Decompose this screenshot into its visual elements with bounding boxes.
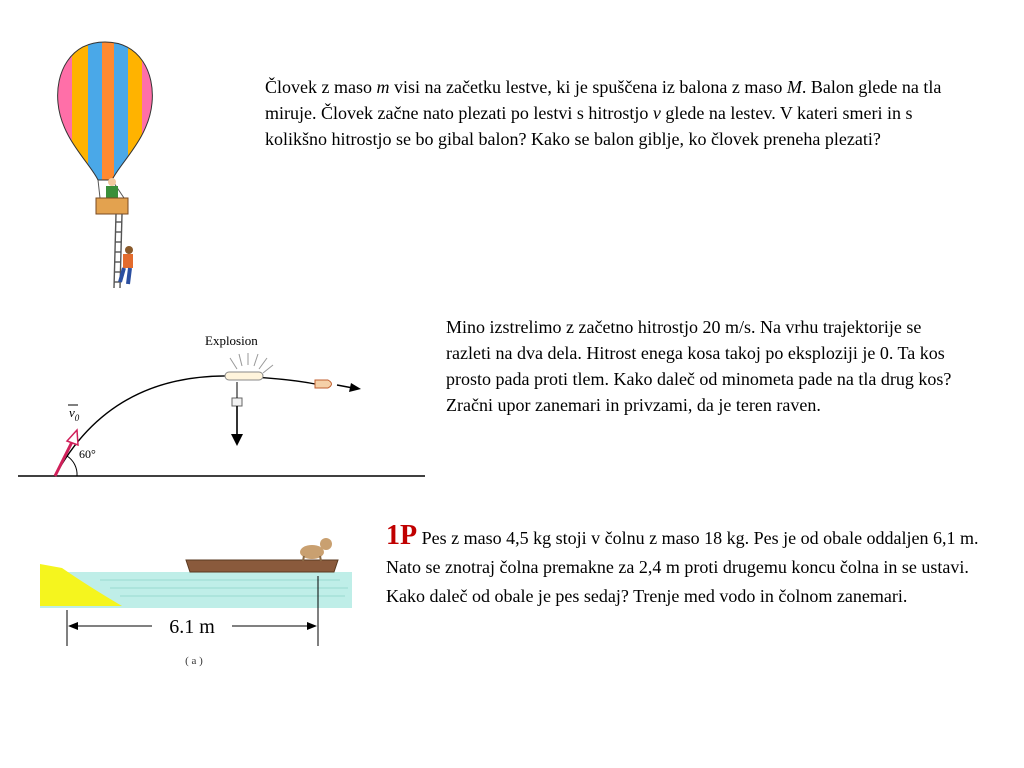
hot-air-balloon-figure: [50, 38, 160, 290]
problem-3-text: [386, 521, 986, 611]
text-segment: glede na lestev. V kateri smeri in s kolikšno hitrostjo se bo gibal balon? Kako se balon giblje, ko človek preneha plezati?: [265, 103, 913, 149]
velocity-v-symbol: v: [652, 103, 661, 123]
climber-head: [125, 246, 133, 254]
angle-label: 60°: [79, 447, 96, 461]
problem-number: 1P: [386, 520, 418, 551]
dimension-arrow-right: [307, 622, 317, 630]
fragment-arrowhead: [349, 383, 361, 392]
text-segment: . Balon glede na tla miruje. Človek začne nato plezati po lestvi s hitrostjo: [265, 77, 942, 123]
velocity-subscript: 0: [74, 413, 80, 423]
projectile-explosion-figure: [15, 328, 435, 480]
text-segment: Človek z maso: [265, 77, 377, 97]
passenger-head: [108, 178, 116, 186]
velocity-letter: v: [69, 405, 75, 420]
balloon-envelope: [50, 38, 160, 188]
dog-head-icon: [320, 538, 332, 550]
figure-caption-fragment: ( a ): [185, 655, 203, 667]
velocity-label: [69, 405, 80, 423]
basket: [96, 198, 128, 214]
passenger-body: [106, 186, 118, 198]
problem-3-body: Pes z maso 4,5 kg stoji v čolnu z maso 18 kg. Pes je od obale oddaljen 6,1 m. Nato se znotraj čolna premakne za 2,4 m proti drugemu koncu čolna in se ustavi. Kako daleč od obale je pes sedaj? Trenje med vodo in čolnom zanemari.: [386, 528, 979, 606]
problem-1-text: [265, 74, 945, 152]
angle-arc: [67, 456, 77, 476]
fall-arrowhead: [231, 434, 243, 446]
dimension-arrow-left: [68, 622, 78, 630]
climber-body: [123, 254, 133, 268]
moving-fragment: [315, 380, 332, 388]
dog-boat-figure: [40, 528, 360, 668]
climber-legs: [120, 268, 130, 284]
mass-M-symbol: M: [786, 77, 802, 97]
mass-m-symbol: m: [376, 77, 390, 97]
text-segment: visi na začetku lestve, ki je spuščena iz balona z maso: [389, 77, 787, 97]
distance-label: 6.1 m: [169, 616, 215, 638]
falling-fragment: [232, 398, 242, 406]
explosion-burst-icon: [230, 353, 273, 373]
boat: [186, 560, 338, 572]
shell-at-apex: [225, 372, 263, 380]
problem-2-text: Mino izstrelimo z začetno hitrostjo 20 m/s. Na vrhu trajektorije se razleti na dva dela. Hitrost enega kosa takoj po eksploziji je 0. Ta kos prosto pada proti tlem. Kako daleč od minometa pade na tla drug kos? Zračni upor zanemari in privzami, da je teren raven.: [446, 317, 952, 415]
explosion-label: Explosion: [205, 333, 258, 348]
launch-arrowhead: [67, 430, 78, 445]
